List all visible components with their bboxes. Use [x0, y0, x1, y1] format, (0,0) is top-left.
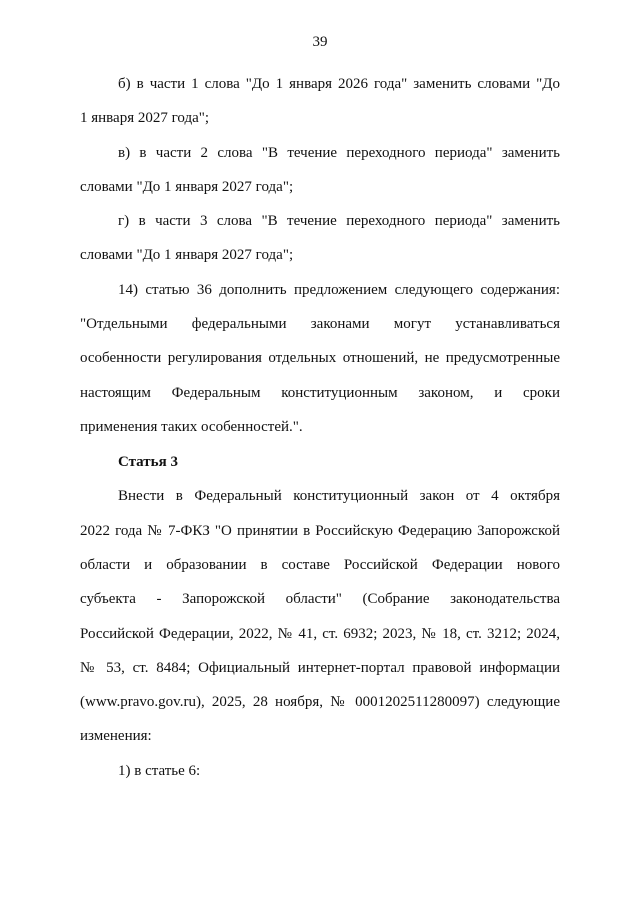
text-line: 14) статью 36 дополнить предложением следующего содержания: [118, 282, 560, 298]
text-line: Внести в Федеральный конституционный закон от 4 октября [118, 488, 560, 504]
text-line: словами "До 1 января 2027 года"; [80, 247, 294, 263]
text-line: настоящим Федеральным конституционным законом, и сроки [80, 385, 560, 401]
text-line: Российской Федерации, 2022, № 41, ст. 6932; 2023, № 18, ст. 3212; 2024, [80, 626, 560, 642]
text-line: субъекта - Запорожской области" (Собрание законодательства [80, 591, 560, 607]
text-line: г) в части 3 слова "В течение переходного периода" заменить [118, 213, 560, 229]
text-line: применения таких особенностей.". [80, 419, 303, 435]
text-line: 1 января 2027 года"; [80, 110, 210, 126]
text-line: в) в части 2 слова "В течение переходного периода" заменить [118, 145, 560, 161]
text-line: б) в части 1 слова "До 1 января 2026 года" заменить словами "До [118, 76, 560, 92]
text-line: области и образовании в составе Российской Федерации нового [80, 557, 560, 573]
text-line: (www.pravo.gov.ru), 2025, 28 ноября, № 0001202511280097) следующие [80, 694, 560, 710]
text-line: особенности регулирования отдельных отношений, не предусмотренные [80, 350, 560, 366]
text-line: изменения: [80, 728, 152, 744]
text-line: 1) в статье 6: [118, 763, 201, 779]
text-line: "Отдельными федеральными законами могут устанавливаться [80, 316, 560, 332]
text-line: № 53, ст. 8484; Официальный интернет-портал правовой информации [80, 660, 560, 676]
article-heading: Статья 3 [118, 454, 178, 470]
text-line: 2022 года № 7-ФКЗ "О принятии в Российскую Федерацию Запорожской [80, 523, 560, 539]
text-line: словами "До 1 января 2027 года"; [80, 179, 294, 195]
page-number: 39 [312, 34, 328, 50]
